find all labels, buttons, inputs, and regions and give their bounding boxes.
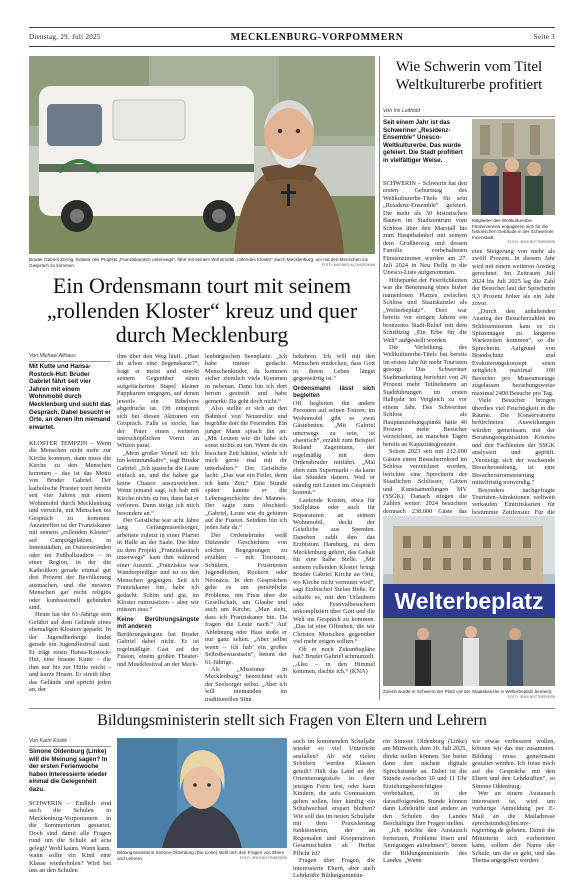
welterbeplatz-sign-image bbox=[383, 516, 555, 686]
association-photo bbox=[472, 119, 555, 215]
volunteers-image bbox=[472, 119, 555, 215]
paragraph: wir etwas verbessern wollen, können wir das nur zusammen. Bildung muss gemeinsam gestaltet werden. Ich freue mich auf die Gespräche mit den Eltern und den Lehrkräften“, so Simone Oldenburg. bbox=[472, 738, 555, 790]
story1-headline: Ein Ordensmann tourt mit seinem „rollenden Kloster“ kreuz und quer durch Mecklenburg bbox=[46, 273, 358, 347]
paragraph: Ob er noch Zukunftspläne hat? Bruder Gabriel schmunzelt. „Also – in den Himmel kommen, dachte ich.“ (KNA) bbox=[293, 645, 375, 676]
issue-date: Dienstag, 29. Juli 2025 bbox=[29, 33, 101, 41]
story1-column-1 bbox=[29, 440, 111, 700]
photo-credit: FOTO: JENS BÜTTNER/DPA bbox=[239, 855, 287, 860]
page-number: Seite 3 bbox=[533, 33, 555, 41]
column-divider bbox=[379, 56, 380, 700]
story1-author: Von Michael Althaus bbox=[29, 353, 111, 362]
page-header bbox=[29, 27, 555, 47]
paragraph: Höhepunkt der Feierlichkeiten war die Benennung eines bisher namenlosen Platzes zwischen Schloss und Staatskanzlei als „Welterbeplatz“. Dort war bereits vor einigen Jahren ein bronzenes Stadt-Relief mit dem Schriftzug „Ein Erbe für die Welt“ aufgestellt worden. bbox=[383, 276, 467, 344]
caption-text: Bildungsministerin Simone Oldenburg (Die Linke) stellt sich den Fragen von Eltern und Lehrern. bbox=[117, 850, 285, 861]
paragraph: auch im kommenden Schuljahr wieder so viel Unterricht ausfallen? Ab wie vielen Schülern werden Klassen geteilt? Hält das Land an der Orientierungsstufe in ihrer jetzigen Form fest, oder kann Kindern, die aufs Gymnasium gehen sollen, hier künftig ein Schulwechsel erspart bleiben? Wie soll das im neuen Schuljahr mit dem Praxislerntag funktionieren, der an Regionalen und Kooperativen Gesamtschulen ab Herbst Pflicht ist? bbox=[293, 738, 375, 857]
story3-column-2 bbox=[293, 738, 375, 880]
caption-text: Zuletzt wurde in Schwerin der Platz vor der Staatskanzlei in Welterbeplatz benannt. bbox=[383, 689, 553, 694]
paragraph: Der Geistliche war acht Jahre lang Gefängnisseelsorger, arbeitete zuletzt in einer Pfarrei in Halle an der Saale. Die Idee zu dem Projekt „Franziskanisch unterwegs“ kam ihm während einer Auszeit. „Franziskus war Wanderprediger und ist zu den Menschen gegangen. Seit ich Franziskaner bin, habe ich gedacht: Schön und gut, im Kloster rumzusitzen – aber wir müssen raus.“ bbox=[117, 516, 199, 614]
association-photo-caption bbox=[472, 218, 555, 246]
paragraph: bekehren. Ich will mit den Menschen entdecken, dass Gott in ihrem Leben längst gegenwärtig ist.“ bbox=[293, 353, 375, 383]
paragraph: eine Steigerung von mehr als zwölf Prozent. In diesem Jahr wird mit einem weiteren Anstieg gerechnet. Im Zeitraum Juli 2024 bis Juli 2025 lag die Zahl der Besucher laut der Sprecherin 9,3 Prozent höher als ein Jahr zuvor. bbox=[472, 248, 555, 308]
monk-with-camper-image bbox=[29, 56, 375, 254]
paragraph: rin Simone Oldenburg (Linke) am Mittwoch, dem 30. Juli 2025, direkt stellen können. Sie bietet dann ihre nächste digitale Sprechstunde an. Dabei ist die Stunde zwischen 10 und 11 Uhr Erziehungsberechtigten vorbehalten, in der darauffolgenden Stunde können dann Lehrkräfte und andere an den Schulen des Landes Beschäftigte ihre Fragen stellen. bbox=[383, 738, 467, 827]
story2-author: Von Iris Leithold bbox=[383, 108, 555, 117]
paragraph: Fragen über Fragen, die interessierte Eltern, aber auch Lehrkräfte Bildungsministe- bbox=[293, 857, 375, 880]
photo-credit: FOTO: JENS BÜTTNER/DPA bbox=[507, 694, 555, 699]
subheading: Keine Berührungsängste mit anderen bbox=[117, 615, 199, 631]
paragraph: Der Ordensbruder weiß Dutzende Geschichten von solchen Begegnungen zu erzählen – mit Touristen, Schülern, Frustrierten Jugendlichen, Rockern oder Neonazis. In den Gesprächen gehe es um persönliche Probleme, um Frust über die Gesellschaft, um Glaube und auch um Kirche. „Man sieht, dass ich Franziskaner bin. Da fragen die Leute nach.“ Auf Ablehnung oder Hass stoße er nur ganz selten. „Aber selbst wenn – ich hab’ ein großes Selbstbewusstsein“, betont der 61-Jährige. bbox=[205, 531, 287, 666]
monk-photo bbox=[29, 56, 375, 254]
paragraph: Heute hat der 61-Jährige sein Gefährt auf dem Gelände eines ehemaligen Klosters geparkt. In der Jugendherberge findet gerade ein Jugendfestival statt. Er trägt einen Hansa-Rostock-Hut, eine braune Kutte – die ihm nur bis zur Hüfte reicht – und kurze Hosen. Er streift über das Gelände und spricht jeden an, der bbox=[29, 611, 111, 693]
subheading: Ordensmann lässt sich begleiten bbox=[293, 384, 375, 400]
caption-text: Bruder Gabriel Zörnig, Initiator des Projekts „Franziskanisch unterwegs“, fährt mit seinem Wohnmobil „rollendes Kloster“ durch Mecklenburg, um mit den Menschen ins Gespräch zu kommen. bbox=[29, 257, 368, 268]
sign-lettering: Welterbeplatz bbox=[394, 588, 544, 614]
caption-text: Mitglieder des Weltkulturerbe-Fördervereins engagieren sich für die historischen Gebäude in der Schweriner Innenstadt. bbox=[472, 218, 554, 240]
story2-headline: Wie Schwerin vom Titel Weltkulturerbe profitiert bbox=[395, 59, 543, 93]
story1-column-2 bbox=[117, 353, 199, 700]
welterbeplatz-photo bbox=[383, 516, 555, 686]
paragraph: „Ich möchte den Austausch fortsetzen, Probleme lösen und Anregungen aufnehmen“, betont die Bildungsministerin des Landes. „Wenn bbox=[383, 827, 467, 865]
minister-photo bbox=[117, 738, 287, 848]
minister-photo-caption bbox=[117, 850, 287, 861]
photo-credit: FOTO: JENS BÜTTNER/DPA bbox=[507, 240, 555, 245]
paragraph: Besonders nachgefragte Touristen-Attraktionen weltweit verkaufen Eintrittskarten für bestimmte Zeitfenster. Für die bbox=[472, 486, 555, 516]
minister-portrait-image bbox=[117, 738, 287, 848]
story2-column-1 bbox=[383, 180, 467, 515]
paragraph: Laufende Kosten, etwa für Stellplätze oder auch für Reparaturen an seinem Wohnmobil, deckt der Geistliche aus Spenden. Daneben zahlt ihm das Erzbistum Hamburg, zu dem Mecklenburg gehört, das Gehalt für eine halbe Stelle. „Mit seinem rollenden Kloster bringt Bruder Gabriel Kirche an Orte, wo Kirche nicht vermutet wird“, sagt Erzbischof Stefan Heße. Er schaffe es, mit den Urlaubern oder Festivalbesuchern unkompliziert über Gott und die Welt ins Gespräch zu kommen. „Das ist eine Offenheit, die wir Christen Menschen gegenüber viel mehr zeigen sollten.“ bbox=[293, 496, 376, 646]
paragraph: „Mein großer Vorteil ist: Ich bin kommunikativ“, sagt Bruder Gabriel. „Ich quatsche die Leute einfach an, und die haben gar keine Chance auszuweichen. Wenn jemand sagt, ich hab mit Kirche nichts zu tun, dann hat er verloren. Dann steige ich mich besonders an.“ bbox=[117, 449, 200, 517]
paragraph: Schon 2023 seit mit 212.000 Gästen einen Besucherrekord im Schloss verzeichnet worden, berichtet eine Sprecherin der Staatlichen Schlösser, Gärten und Kunstsammlungen MV (SSGK). Danach stiegen die Zahlen weiter: 2024 besuchten demnach 238.000 Gäste das bbox=[383, 448, 467, 515]
paragraph: Berührungsängste hat Bruder Gabriel dabei nicht. Er ist regelmäßiger Gast auf der Fusion, einem großen Theater- und Musikfestival an der Meck- bbox=[117, 630, 199, 668]
paragraph: Also stellte er sich an den Bahnhof von Neustrelitz und begrüßte dort die Feiernden. Ein junger Mann sprach ihn an: „Mit Leuten wie dir habe ich sonst nichts zu tun. Wenn du ein bisschen Zeit hättest, würde ich mich gerne mal mit dir unterhalten.“ Der Geistliche lacht: „Das war ein Feiler, denn ich hatte Zeit.“ Eine Stunde später kannte er die Lebensgeschichte des Mannes. Der sagte zum Abschied: „Gabriel, Leute wie du gehören auf die Fusion. Seitdem bin ich jedes Jahr da.“ bbox=[205, 405, 287, 532]
story3-headline: Bildungsministerin stellt sich Fragen von Eltern und Lehrern bbox=[97, 712, 487, 729]
paragraph: ihm über den Weg läuft. „Hast du schon eine Segenskarte?“, fragt er meist und streckt seinem Gegenüber einen aufgefächerten Stapel kleiner Pappkarten entgegen, auf denen jeweils ein Bibelvers abgedruckt ist. Oft entspinnt sich bei diesen Aktionen ein Gespräch. Falls es stockt, hat der Pater einen weiteren unerschöpflichen Vorrat an Witzen parat. bbox=[117, 353, 199, 450]
monk-photo-caption bbox=[29, 257, 375, 268]
story3-lead: Simone Oldenburg (Linke) will die Meinung sagen? In der ersten Ferienwoche haben Interessierte wieder einmal die Gelegenheit dazu. bbox=[29, 748, 108, 793]
section-divider bbox=[29, 708, 555, 709]
paragraph: Wer an einem Austausch interessiert ist, wird um vorherige Anmeldung per E-Mail an die Mailadresse sprechstunde@bm.mv-regierung.de gebeten. Damit die Ministerin sich vorbereiten kann, sollten der Name der Schule, um die es geht, und das Thema angegeben werden. bbox=[472, 790, 555, 865]
story2-lead: Seit einem Jahr ist das Schweriner „Residenz-Ensemble“ Unesco-Weltkulturerbe. Das wurde gefeiert. Die Stadt profitiert in vielfältiger Weise. bbox=[383, 119, 463, 164]
story3-column-3 bbox=[383, 738, 467, 865]
photo-credit: FOTO: MICHAEL ALTHAUS/KNA bbox=[321, 262, 375, 267]
story2-column-2 bbox=[472, 248, 555, 516]
story3-column-4 bbox=[472, 738, 555, 865]
paragraph: Als „Missionar in Mecklenburg“ bezeichnet sich der Seelsorger selbst. „Aber ich will niemanden im traditionellen Sinn bbox=[205, 666, 287, 703]
paragraph: SCHWERIN – Schwerin hat den ersten Geburtstag des Weltkulturerbe-Titels für sein „Residenz-Ensemble“ gefeiert. Die mehr als 30 historischen Bauten im Stadtzentrum vom Schloss über den Marstall bis zum Hauptbahnhof mit seinem dem Großherzog und dessen Familie vorbehaltenen Fürstenzimmer wurden am 27. Juli 2024 in Neu Delhi in die Unesco-Liste aufgenommen. bbox=[383, 180, 467, 277]
story1-column-3 bbox=[205, 353, 287, 703]
paragraph: Die Verleihung des Weltkulturerbe-Titels hat bereits im ersten Jahr für mehr Touristen gesorgt. Das Schweriner Stadtmarketing berichtet von 26 Prozent mehr Teilnehmern an Stadtführungen im ersten Halbjahr im Vergleich zu vor einem Jahr. Das Schweriner Schloss als Hauptanziehungspunkt hätte 40 Prozent mehr Besucher verzeichnet, an manchen Tagen bereits an Kapazitätsgrenzen. bbox=[383, 343, 467, 448]
paragraph: lenburgischen Seenplatte. „Ich habe immer gedacht: Menschenkinder, da kommen sicher ziemlich viele Kommen in nebenan. Dann bin ich dort herum gestreift und habe gemerkt: Da geht doch nicht.“ bbox=[205, 353, 287, 405]
story1-column-4 bbox=[293, 353, 375, 700]
paragraph: Oft begleiten ihn andere Personen auf seinen Touren; im Wohnmobil gibt es zwei Gästebetten. „Mit Gabriel unterwegs zu sein, ist chaotisch“, erzählt zum Beispiel Roland Zagermann, der regelmäßig mit dem Ordensbruder mitfährt. „Mal eben zum Supermarkt – da kann das Stunden dauern. Weil er ständig mit Leuten ins Gespräch kommt.“ bbox=[293, 399, 375, 497]
story3-column-1 bbox=[29, 800, 111, 875]
paragraph: Viele Besucher bringen überdies viel Feuchtigkeit in die Räume. Die Konservatoren befürchteten Auswirkungen würden gemeinsam mit der Beratungsorganisation Kosmos und den Fachleuten der SSGK analysiert und geprüft. „Verstetigt sich der wachsende Besucherandrang, ist eine Besucherstromsteuerung mittelfristig notwendig.“ bbox=[472, 397, 555, 487]
paragraph: „Durch den anhaltenden Anstieg der Besucherzahlen im Schlossmuseum kam es zu Spitzentagen zu längeren Wartezeiten kommen“, so die Sprecherin. Aufgrund von Brandschutz und Evakuierungskonzept seien zeitgleich maximal 100 Besucher pro Museumsetage zugelassen beziehungsweise maximal 2400 Besuche pro Tag. bbox=[472, 307, 555, 397]
story1-lead: Mit Kutte und Hansa-Rostock-Hut: Bruder Gabriel fährt seit vier Jahren mit einem Wohnmobil durch Mecklenburg und sucht das Gespräch. Dabei besucht er Orte, an denen ihn niemand erwartet. bbox=[29, 363, 111, 431]
paragraph: SCHWERIN – Endlich sind auch die Schulen in Mecklenburg-Vorpommern in die Sommerferien gestartet. Doch sind damit alle Fragen rund um die Schule ad acta gelegt? Wohl kaum. Wann kann, wann sollte ein Kind eine Klasse wiederholen? Wird bei uns an den Schulen bbox=[29, 800, 111, 875]
paragraph: KLOSTER TEMPZIN – Wenn die Menschen nicht mehr zur Kirche kommen, dann muss die Kirche zu den Menschen kommen – das ist das Motto von Bruder Gabriel. Der katholische Priester tourt bereits seit vier Jahren mit einem Wohnmobil durch Mecklenburg und versucht, mit Menschen ins Gespräch zu kommen. Anzutreffen ist der Franziskaner mit seinem „rollenden Kloster“ auf Campingplätzen, in Innenstädten, an Ostseestränden oder im Fußballstadion – in einer Region, in der die Katholiken gerade einmal gut drei Prozent der Bevölkerung ausmachen, und die meisten Menschen gar nicht religiös oder konfessionell gebunden sind. bbox=[29, 440, 111, 611]
section-title: MECKLENBURG-VORPOMMERN bbox=[230, 31, 404, 43]
welterbeplatz-photo-caption bbox=[383, 689, 555, 700]
story3-author: Von Karin Koslik bbox=[29, 738, 111, 747]
